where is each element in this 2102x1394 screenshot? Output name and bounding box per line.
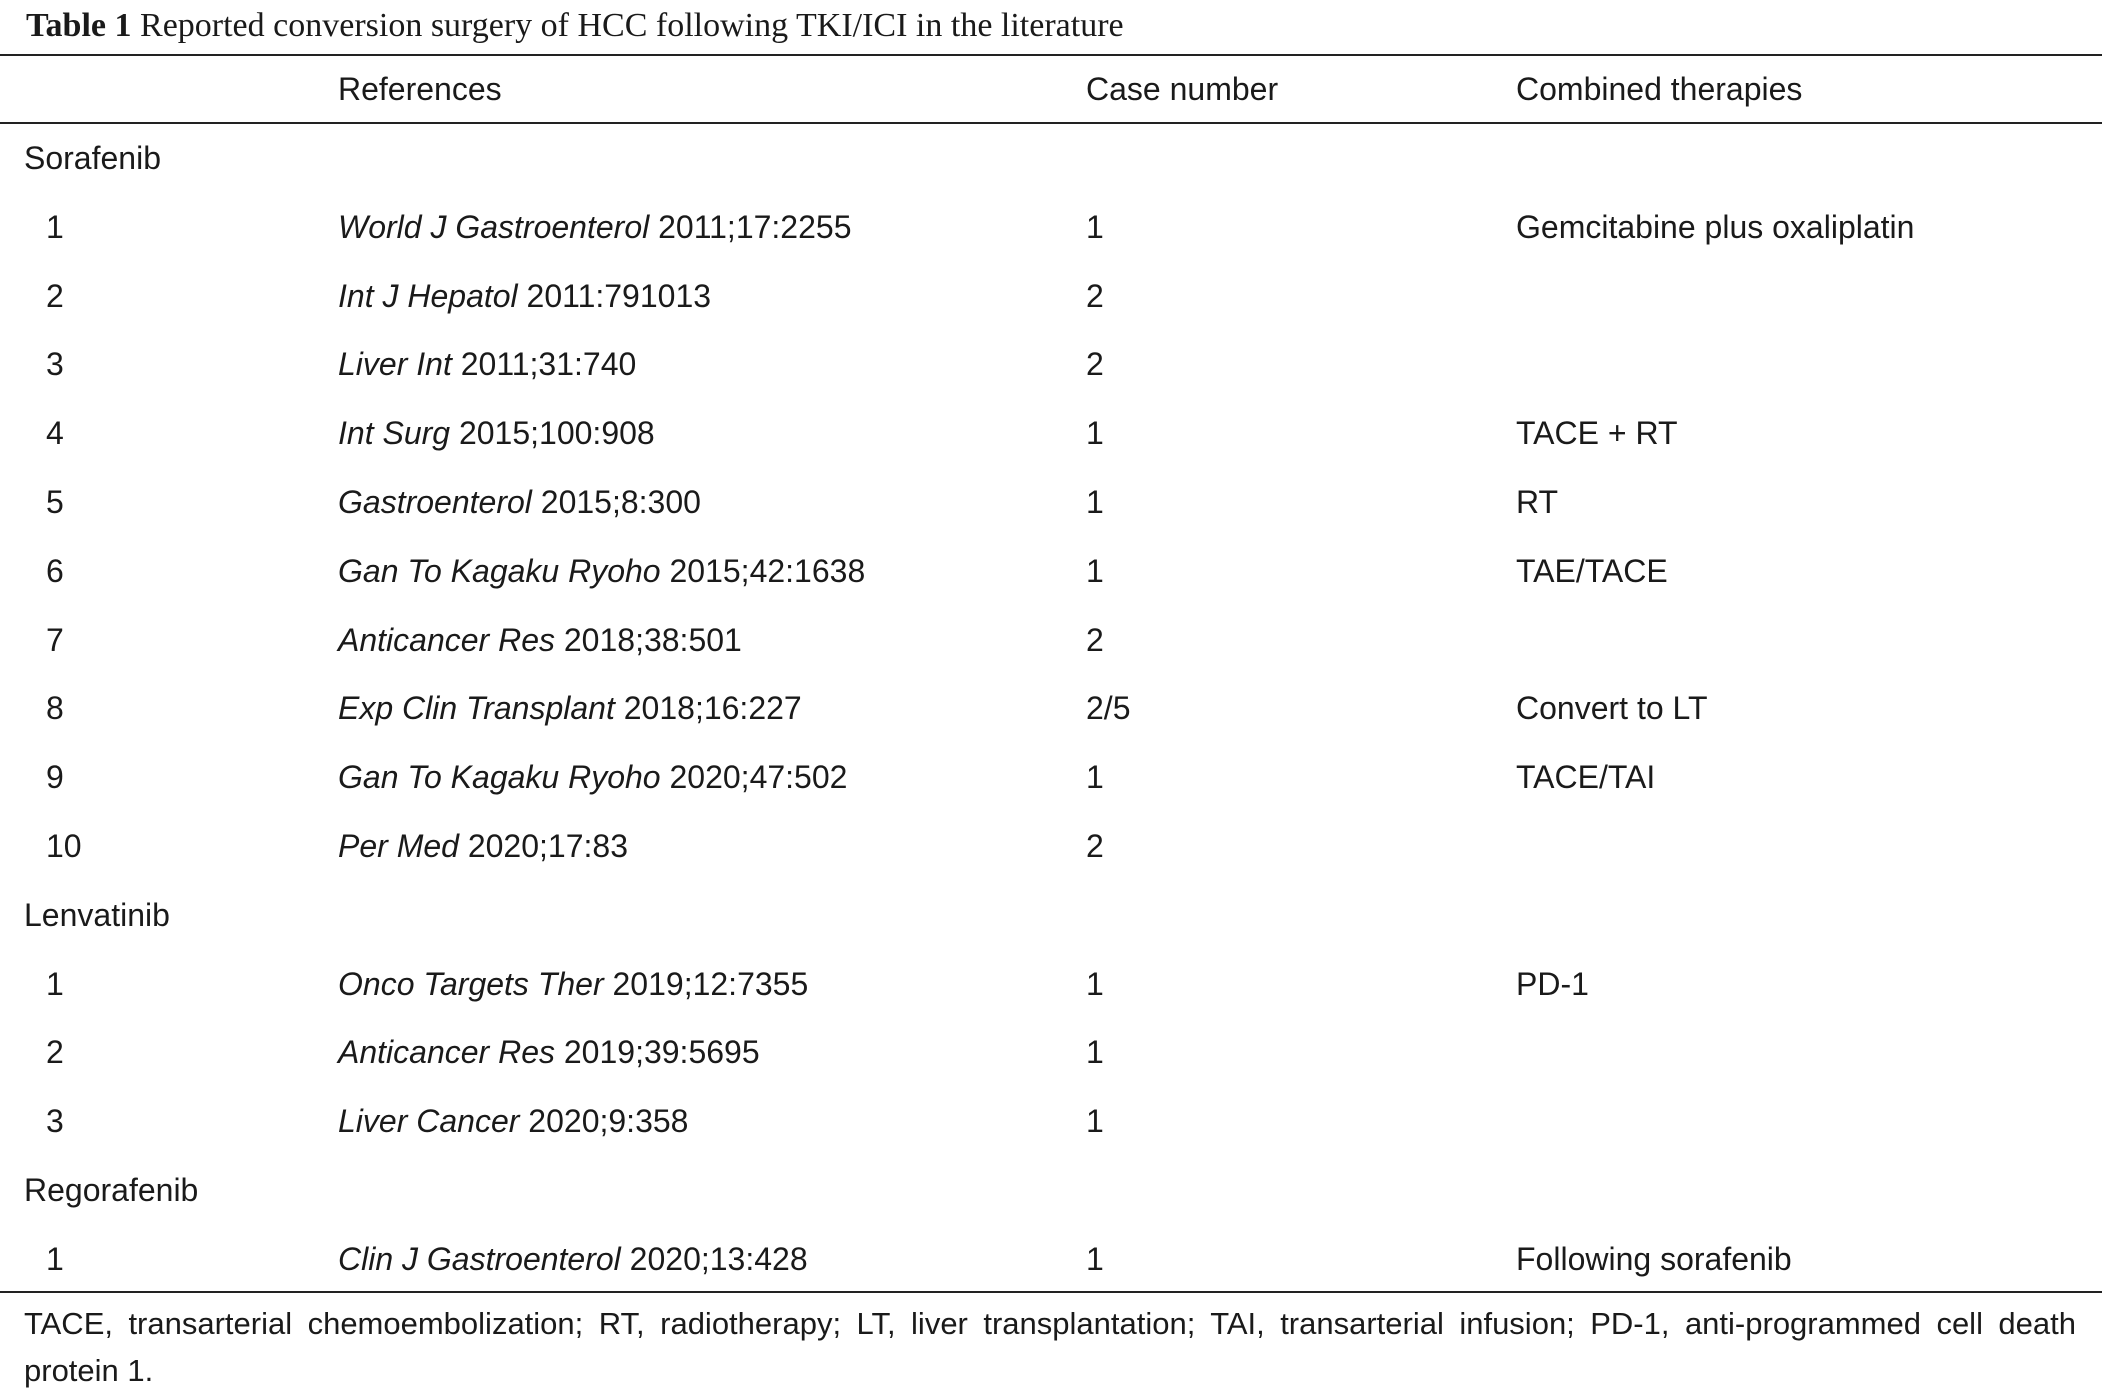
table-caption (26, 4, 1124, 48)
row-number: 8 (46, 690, 64, 727)
case-number-cell: 1 (1086, 965, 1104, 1002)
reference-journal: Clin J Gastroenterol (338, 1240, 621, 1277)
table-title: Reported conversion surgery of HCC following TKI/ICI in the literature (140, 7, 1124, 44)
table-rows (0, 124, 2102, 1294)
group-row (0, 881, 2102, 950)
table-row (0, 1087, 2102, 1156)
row-number: 2 (46, 1034, 64, 1071)
reference-citation: 2019;12:7355 (612, 965, 809, 1002)
table-row (0, 606, 2102, 675)
combined-therapy-cell: RT (1516, 483, 1559, 520)
reference-citation: 2019;39:5695 (563, 1034, 760, 1071)
table-row (0, 743, 2102, 812)
row-number: 10 (46, 827, 82, 864)
case-number-cell: 1 (1086, 1034, 1104, 1071)
table-label: Table 1 (26, 7, 132, 44)
table-row (0, 262, 2102, 331)
case-number-cell: 2 (1086, 277, 1104, 314)
table-footnote: TACE, transarterial chemoembolization; RT, radiotherapy; LT, liver transplantation; TAI, transarterial infusion; PD-1, anti-programmed cell death protein 1. (24, 1306, 2076, 1388)
reference-citation: 2018;16:227 (623, 690, 802, 727)
reference-cell (338, 399, 655, 468)
reference-cell (338, 674, 802, 743)
group-name: Lenvatinib (24, 896, 170, 933)
row-number: 3 (46, 346, 64, 383)
row-number: 4 (46, 415, 64, 452)
case-number-cell: 1 (1086, 1103, 1104, 1140)
reference-cell (338, 812, 628, 881)
row-number: 9 (46, 759, 64, 796)
group-name: Regorafenib (24, 1171, 199, 1208)
reference-journal: Anticancer Res (338, 621, 555, 658)
row-number: 2 (46, 277, 64, 314)
reference-cell (338, 950, 808, 1019)
reference-citation: 2011;31:740 (460, 346, 637, 383)
reference-citation: 2015;42:1638 (669, 552, 866, 589)
reference-journal: Gan To Kagaku Ryoho (338, 759, 661, 796)
table-row (0, 950, 2102, 1019)
header-combined-therapies: Combined therapies (1516, 71, 1803, 107)
reference-cell (338, 193, 851, 262)
case-number-cell: 2 (1086, 346, 1104, 383)
reference-citation: 2015;100:908 (458, 415, 655, 452)
bottom-rule (0, 1291, 2102, 1293)
table-row (0, 812, 2102, 881)
reference-citation: 2020;9:358 (528, 1103, 689, 1140)
table-row (0, 1018, 2102, 1087)
case-number-cell: 1 (1086, 1240, 1104, 1277)
reference-cell (338, 330, 636, 399)
row-number: 7 (46, 621, 64, 658)
reference-journal: Liver Int (338, 346, 452, 383)
table-row (0, 193, 2102, 262)
reference-cell (338, 537, 865, 606)
group-row (0, 1156, 2102, 1225)
reference-journal: Onco Targets Ther (338, 965, 604, 1002)
table-row (0, 399, 2102, 468)
reference-citation: 2015;8:300 (540, 483, 701, 520)
reference-journal: Int Surg (338, 415, 451, 452)
reference-cell (338, 1087, 688, 1156)
combined-therapy-cell: Gemcitabine plus oxaliplatin (1516, 208, 1915, 245)
combined-therapy-cell: TACE + RT (1516, 415, 1678, 452)
reference-journal: Per Med (338, 827, 459, 864)
reference-journal: Int J Hepatol (338, 277, 518, 314)
combined-therapy-cell: TACE/TAI (1516, 759, 1656, 796)
reference-cell (338, 262, 711, 331)
case-number-cell: 2/5 (1086, 690, 1131, 727)
table-row (0, 330, 2102, 399)
group-name: Sorafenib (24, 140, 161, 176)
reference-cell (338, 743, 847, 812)
combined-therapy-cell: PD-1 (1516, 965, 1589, 1002)
header-case-number: Case number (1086, 71, 1279, 107)
table-header-row (0, 56, 2102, 122)
row-number: 1 (46, 208, 64, 245)
row-number: 6 (46, 552, 64, 589)
case-number-cell: 2 (1086, 621, 1104, 658)
table-row (0, 537, 2102, 606)
case-number-cell: 2 (1086, 827, 1104, 864)
reference-cell (338, 468, 701, 537)
reference-journal: Gan To Kagaku Ryoho (338, 552, 661, 589)
row-number: 1 (46, 965, 64, 1002)
row-number: 5 (46, 483, 64, 520)
reference-cell (338, 606, 742, 675)
reference-citation: 2018;38:501 (563, 621, 742, 658)
reference-journal: World J Gastroenterol (338, 208, 650, 245)
case-number-cell: 1 (1086, 208, 1104, 245)
reference-cell (338, 1018, 760, 1087)
case-number-cell: 1 (1086, 483, 1104, 520)
case-number-cell: 1 (1086, 759, 1104, 796)
table-row (0, 674, 2102, 743)
case-number-cell: 1 (1086, 552, 1104, 589)
reference-citation: 2020;13:428 (629, 1240, 808, 1277)
combined-therapy-cell: Convert to LT (1516, 690, 1708, 727)
combined-therapy-cell: Following sorafenib (1516, 1240, 1792, 1277)
reference-journal: Liver Cancer (338, 1103, 520, 1140)
row-number: 3 (46, 1103, 64, 1140)
reference-citation: 2020;17:83 (467, 827, 628, 864)
reference-cell (338, 1225, 808, 1294)
reference-citation: 2020;47:502 (669, 759, 848, 796)
reference-citation: 2011;17:2255 (658, 208, 852, 245)
header-references: References (338, 71, 502, 107)
table-row (0, 1225, 2102, 1294)
table-row (0, 468, 2102, 537)
case-number-cell: 1 (1086, 415, 1104, 452)
row-number: 1 (46, 1240, 64, 1277)
reference-journal: Gastroenterol (338, 483, 532, 520)
table (0, 56, 2102, 1277)
header-rule (0, 122, 2102, 124)
reference-citation: 2011:791013 (526, 277, 712, 314)
reference-journal: Exp Clin Transplant (338, 690, 615, 727)
group-row (0, 124, 2102, 193)
reference-journal: Anticancer Res (338, 1034, 555, 1071)
combined-therapy-cell: TAE/TACE (1516, 552, 1668, 589)
